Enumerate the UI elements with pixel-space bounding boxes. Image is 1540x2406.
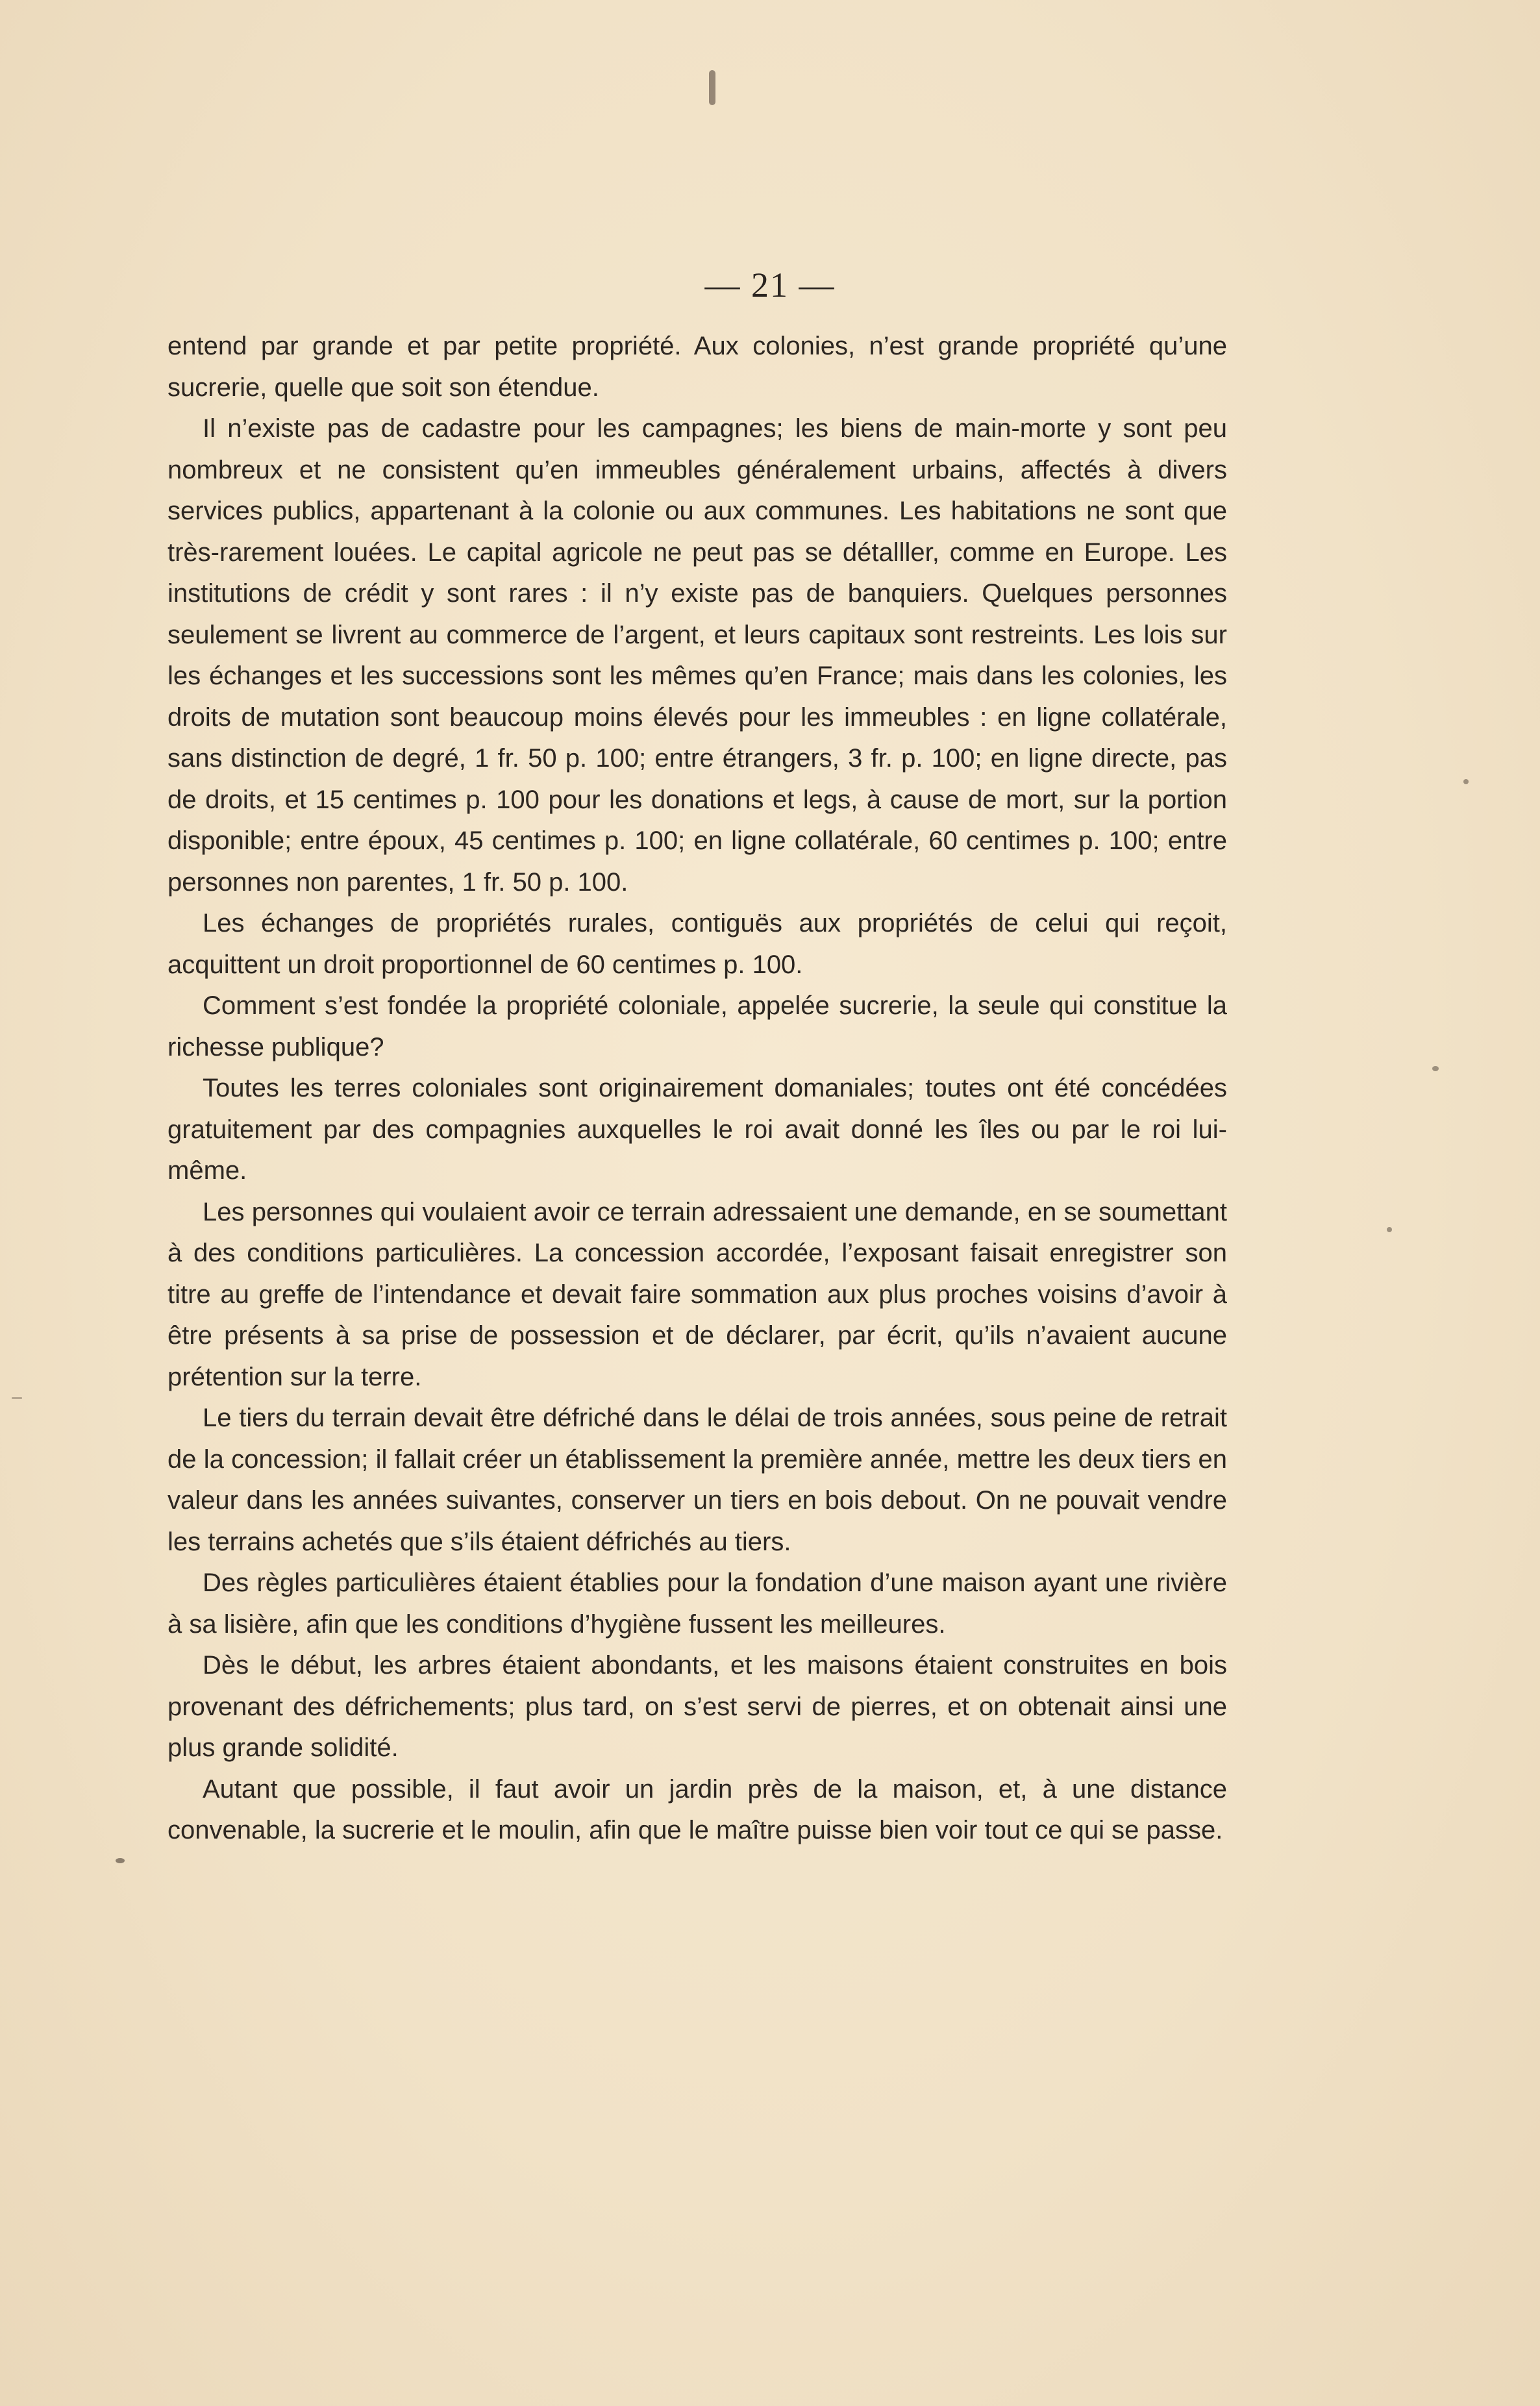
- paragraph: Comment s’est fondée la propriété coloniale, appelée sucrerie, la seule qui constitue la richesse publique?: [168, 991, 1227, 1061]
- ink-speck: [12, 1397, 22, 1399]
- paragraph: Des règles particulières étaient établies pour la fondation d’une maison ayant une rivière à sa lisière, afin que les conditions d’hygiène fussent les meilleures.: [168, 1569, 1227, 1639]
- paragraph: Les échanges de propriétés rurales, contiguës aux propriétés de celui qui reçoit, acquittent un droit proportionnel de 60 centimes p. 100.: [168, 909, 1227, 979]
- page-number: — 21 —: [704, 266, 836, 304]
- ink-mark: [709, 70, 715, 105]
- paragraph: Le tiers du terrain devait être défriché dans le délai de trois années, sous peine de retrait de la concession; il fallait créer un établissement la première année, mettre les deux tiers en valeur dans les années suivantes, conserver un tiers en bois debout. On ne pouvait vendre les terrains achetés que s’ils étaient défrichés au tiers.: [168, 1404, 1227, 1556]
- ink-speck: [1463, 779, 1469, 784]
- body-text: [168, 326, 1227, 1852]
- paragraph: Toutes les terres coloniales sont originairement domaniales; toutes ont été concédées gratuitement par des compagnies auxquelles le roi avait donné les îles ou par le roi lui-même.: [168, 1074, 1227, 1185]
- paragraph: Autant que possible, il faut avoir un jardin près de la maison, et, à une distance convenable, la sucrerie et le moulin, afin que le maître puisse bien voir tout ce qui se passe.: [168, 1774, 1227, 1844]
- ink-speck: [1432, 1066, 1439, 1071]
- ink-speck: [116, 1858, 125, 1863]
- paragraph: Il n’existe pas de cadastre pour les campagnes; les biens de main-morte y sont peu nombreux et ne consistent qu’en immeubles généralement urbains, affectés à divers services publics, appartenant à la colonie ou aux communes. Les habitations ne sont que très-rarement louées. Le capital agricole ne peut pas se détalller, comme en Europe. Les institutions de crédit y sont rares : il n’y existe pas de banquiers. Quelques personnes seulement se livrent au commerce de l’argent, et leurs capitaux sont restreints. Les lois sur les échanges et les successions sont les mêmes qu’en France; mais dans les colonies, les droits de mutation sont beaucoup moins élevés pour les immeubles : en ligne collatérale, sans distinction de degré, 1 fr. 50 p. 100; entre étrangers, 3 fr. p. 100; en ligne directe, pas de droits, et 15 centimes p. 100 pour les donations et legs, à cause de mort, sur la portion disponible; entre époux, 45 centimes p. 100; en ligne collatérale, 60 centimes p. 100; entre personnes non parentes, 1 fr. 50 p. 100.: [168, 414, 1227, 897]
- paragraph: Les personnes qui voulaient avoir ce terrain adressaient une demande, en se soumettant à des conditions particulières. La concession accordée, l’exposant faisait enregistrer son titre au greffe de l’intendance et devait faire sommation aux plus proches voisins d’avoir à être présents à sa prise de possession et de déclarer, par écrit, qu’ils n’avaient aucune prétention sur la terre.: [168, 1197, 1227, 1391]
- ink-speck: [1387, 1227, 1392, 1232]
- paragraph: Dès le début, les arbres étaient abondants, et les maisons étaient construites en bois provenant des défrichements; plus tard, on s’est servi de pierres, et on obtenait ainsi une plus grande solidité.: [168, 1651, 1227, 1762]
- paragraph: entend par grande et par petite propriété. Aux colonies, n’est grande propriété qu’une sucrerie, quelle que soit son étendue.: [168, 332, 1227, 402]
